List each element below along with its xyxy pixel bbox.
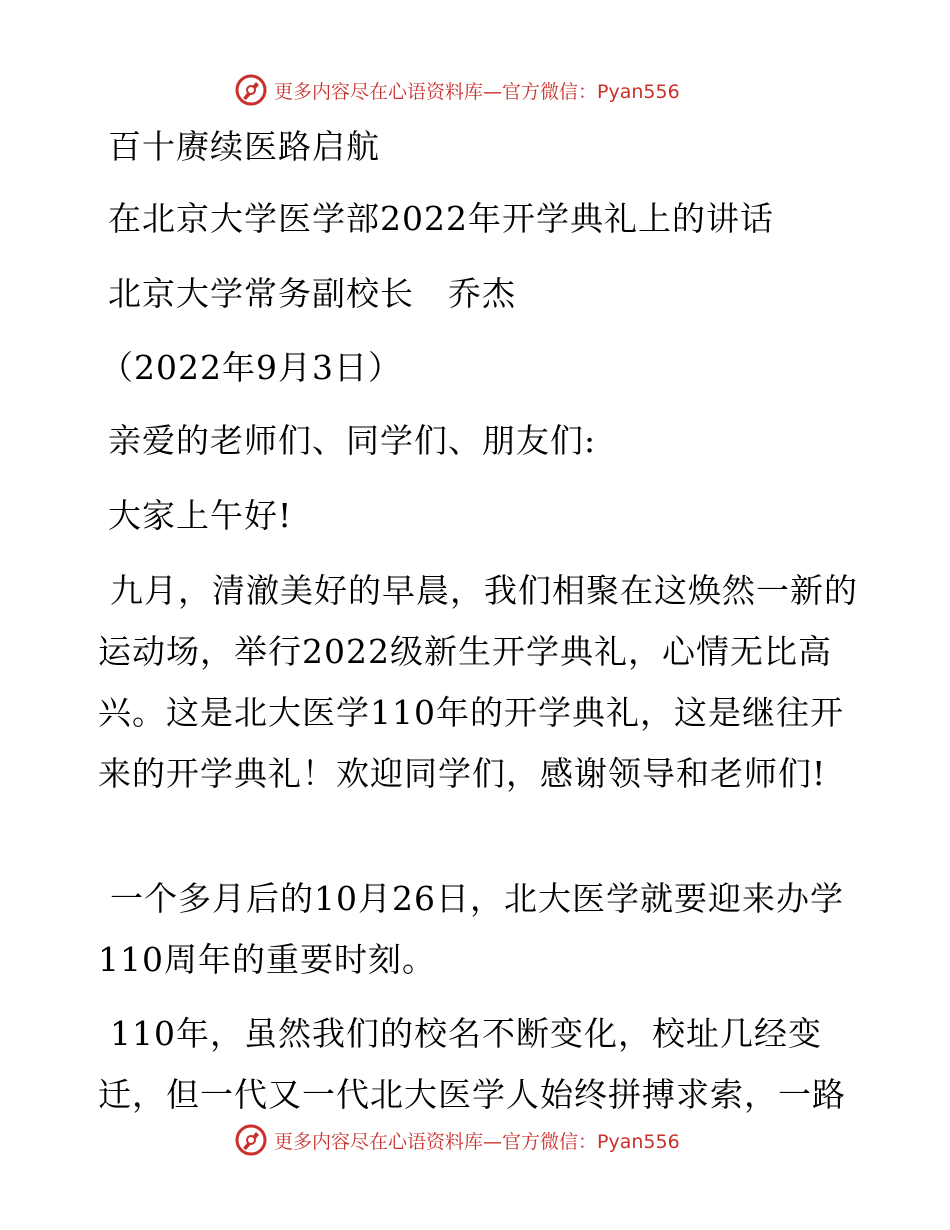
paragraph-2: 一个多月后的10月26日，北大医学就要迎来办学110周年的重要时刻。 <box>98 879 844 979</box>
document-title: 百十赓续医路启航 <box>108 127 380 166</box>
speaker-line: 北京大学常务副校长 乔杰 <box>108 274 516 313</box>
speech-date: （2022年9月3日） <box>100 348 402 387</box>
document-subtitle: 在北京大学医学部2022年开学典礼上的讲话 <box>108 199 774 238</box>
paragraph-1: 九月，清澈美好的早晨，我们相聚在这焕然一新的运动场，举行2022级新生开学典礼，心情无比高兴。这是北大医学110年的开学典礼，这是继往开来的开学典礼！欢迎同学们，感谢领导和老师们! <box>98 571 858 793</box>
watermark-text: 更多内容尽在心语资料库—官方微信：Pyan556 <box>274 1130 680 1153</box>
quill-circle-logo-icon <box>234 1123 268 1157</box>
greeting: 大家上午好! <box>108 496 293 535</box>
paragraph-3: 110年，虽然我们的校名不断变化，校址几经变迁，但一代又一代北大医学人始终拼搏求索，一路 <box>98 1014 846 1114</box>
quill-circle-logo-icon <box>234 73 268 107</box>
salutation: 亲爱的老师们、同学们、朋友们: <box>108 421 597 460</box>
header-watermark-banner <box>234 72 680 108</box>
watermark-text: 更多内容尽在心语资料库—官方微信：Pyan556 <box>274 80 680 103</box>
footer-watermark-banner <box>234 1122 680 1158</box>
